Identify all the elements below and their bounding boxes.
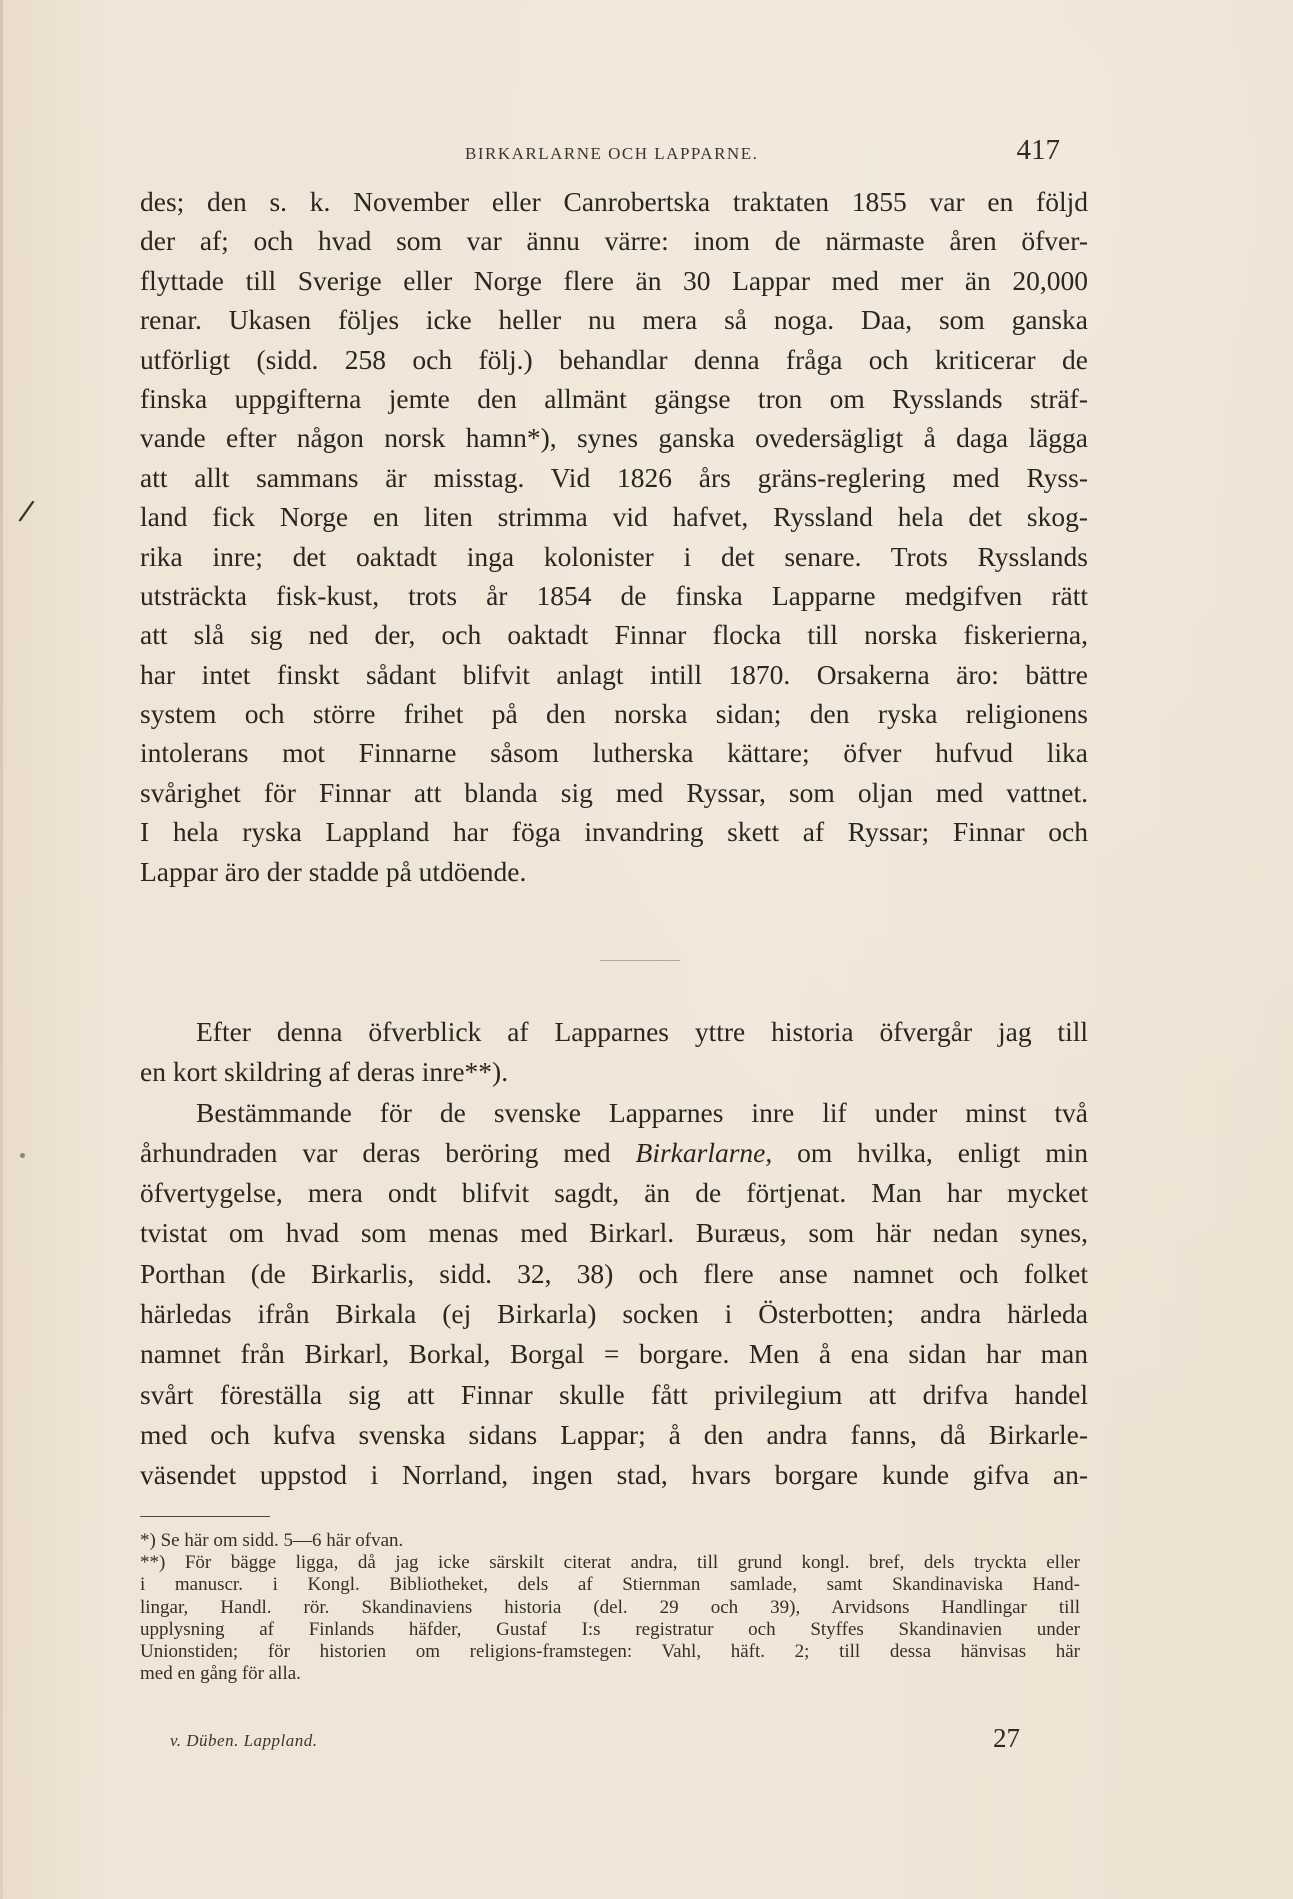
page-footer — [170, 1723, 1030, 1763]
text-line: finska uppgifterna jemte den allmänt gängse tron om Rysslands sträf- — [140, 382, 1088, 414]
text-span: om hvilka, enligt min — [772, 1136, 1088, 1168]
section-divider — [600, 960, 680, 961]
footnotes — [140, 1530, 1080, 1685]
text-line: att slå sig ned der, och oaktadt Finnar flocka till norska fiskerierna, — [140, 619, 1088, 651]
text-line: väsendet uppstod i Norrland, ingen stad, hvars borgare kunde gifva an- — [140, 1459, 1088, 1491]
text-line: Bestämmande för de svenske Lapparnes inre lif under minst två — [196, 1096, 1088, 1128]
footnote-line: lingar, Handl. rör. Skandinaviens historia (del. 29 och 39), Arvidsons Handlingar till — [140, 1596, 1080, 1618]
text-line: utförligt (sidd. 258 och följ.) behandlar denna fråga och kriticerar de — [140, 343, 1088, 375]
footnote-line: *) Se här om sidd. 5—6 här ofvan. — [140, 1530, 404, 1551]
text-line: renar. Ukasen följes icke heller nu mera så noga. Daa, som ganska — [140, 304, 1088, 336]
text-line: härledas ifrån Birkala (ej Birkarla) socken i Österbotten; andra härleda — [140, 1298, 1088, 1330]
page-number: 417 — [1016, 134, 1060, 166]
page-header — [140, 132, 1060, 172]
text-line: med och kufva svenska sidans Lappar; å den andra fanns, då Birkarle- — [140, 1418, 1088, 1450]
section-two — [140, 1012, 1088, 1496]
text-line: der af; och hvad som var ännu värre: inom de närmaste åren öfver- — [140, 225, 1088, 257]
margin-mark: / — [17, 493, 37, 528]
paragraph-2 — [140, 1012, 1088, 1093]
text-line: har intet finskt sådant blifvit anlagt intill 1870. Orsakerna äro: bättre — [140, 658, 1088, 690]
text-line: rika inre; det oaktadt inga kolonister i det senare. Trots Rysslands — [140, 540, 1088, 572]
text-span: århundraden var deras beröring med — [140, 1136, 636, 1168]
text-line: intolerans mot Finnarne såsom lutherska kättare; öfver hufvud lika — [140, 737, 1088, 769]
text-line: att allt sammans är misstag. Vid 1826 års gräns-reglering med Ryss- — [140, 461, 1088, 493]
text-line: en kort skildring af deras inre**). — [140, 1056, 509, 1088]
text-line: tvistat om hvad som menas med Birkarl. Buræus, som här nedan synes, — [140, 1217, 1088, 1249]
text-line: land fick Norge en liten strimma vid hafvet, Ryssland hela det skog- — [140, 501, 1088, 533]
text-line: flyttade till Sverige eller Norge flere än 30 Lappar med mer än 20,000 — [140, 264, 1088, 296]
page-edge — [0, 0, 3, 1899]
text-line: Lappar äro der stadde på utdöende. — [140, 855, 527, 887]
italic-term: Birkarlarne, — [635, 1136, 773, 1168]
running-head: BIRKARLARNE OCH LAPPARNE. — [465, 144, 759, 163]
text-line-with-italic — [140, 1133, 1088, 1173]
text-line: des; den s. k. November eller Canrobertska traktaten 1855 var en följd — [140, 186, 1088, 217]
text-line: Efter denna öfverblick af Lapparnes yttre historia öfvergår jag till — [196, 1016, 1088, 1047]
text-line: svårt föreställa sig att Finnar skulle fått privilegium att drifva handel — [140, 1378, 1088, 1410]
footnote-line: upplysning af Finlands häfder, Gustaf I:s registratur och Styffes Skandinavien under — [140, 1618, 1080, 1640]
paragraph-3 — [140, 1093, 1088, 1496]
text-line: vande efter någon norsk hamn*), synes ganska ovedersägligt å daga lägga — [140, 422, 1088, 454]
footnote-line: Unionstiden; för historien om religions-framstegen: Vahl, häft. 2; till dessa hänvisas här — [140, 1640, 1080, 1662]
text-line: öfvertygelse, mera ondt blifvit sagdt, än de förtjenat. Man har mycket — [140, 1177, 1088, 1209]
signature-mark: v. Düben. Lappland. — [170, 1731, 318, 1750]
footnote-rule — [140, 1516, 270, 1517]
text-line: system och större frihet på den norska sidan; den ryska religionens — [140, 698, 1088, 730]
text-line: utsträckta fisk-kust, trots år 1854 de finska Lapparne medgifven rätt — [140, 579, 1088, 611]
text-line: namnet från Birkarl, Borkal, Borgal = borgare. Men å ena sidan har man — [140, 1338, 1088, 1370]
sheet-number: 27 — [993, 1723, 1020, 1753]
footnote-line: **) För bägge ligga, då jag icke särskilt citerat andra, till grund kongl. bref, dels tryckta eller — [140, 1552, 1080, 1574]
main-text — [140, 182, 1088, 891]
text-line: I hela ryska Lappland har föga invandring skett af Ryssar; Finnar och — [140, 816, 1088, 848]
text-line: Porthan (de Birkarlis, sidd. 32, 38) och flere anse namnet och folket — [140, 1257, 1088, 1289]
margin-dot — [20, 1153, 25, 1158]
footnote-line: med en gång för alla. — [140, 1663, 301, 1685]
text-line: svårighet för Finnar att blanda sig med Ryssar, som oljan med vattnet. — [140, 776, 1088, 808]
footnote-line: i manuscr. i Kongl. Bibliotheket, dels af Stiernman samlade, samt Skandinaviska Hand- — [140, 1574, 1080, 1596]
paragraph-1 — [140, 182, 1088, 891]
